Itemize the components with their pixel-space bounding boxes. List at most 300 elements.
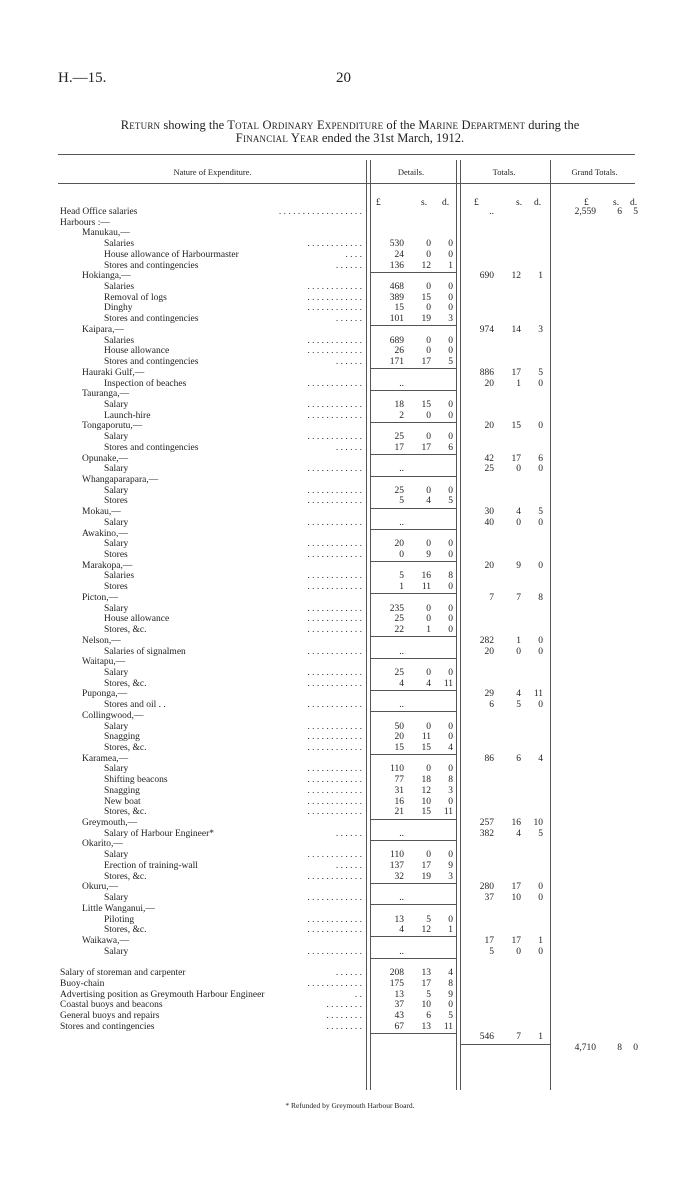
leader-dots: . . . . bbox=[345, 249, 362, 260]
leader-dots: . . . . . . . . . . . . bbox=[307, 871, 362, 882]
leader-dots: . . . . . . . . . . . . bbox=[307, 550, 362, 561]
details-amount-pounds: 15 bbox=[394, 743, 404, 753]
details-amount-shillings: 15 bbox=[421, 743, 431, 753]
details-amount-pounds: 17 bbox=[394, 442, 404, 453]
row-label: Launch-hire bbox=[104, 410, 151, 421]
details-amount-shillings: 15 bbox=[421, 807, 431, 818]
totals-amount-shillings: 16 bbox=[511, 818, 521, 829]
row-label: Salary bbox=[104, 893, 129, 904]
details-amount-pounds: 31 bbox=[394, 785, 404, 796]
details-subtotal-rule bbox=[371, 368, 456, 369]
details-amount-pence: 11 bbox=[443, 1021, 453, 1032]
row-label: Stores, &c. bbox=[104, 743, 147, 753]
details-amount-shillings: 18 bbox=[421, 775, 431, 786]
row-label: Salaries of signalmen bbox=[104, 646, 186, 657]
details-amount-pounds: 20 bbox=[394, 732, 404, 743]
title-word-expenditure: Total Ordinary Expenditure bbox=[227, 118, 384, 132]
row-label: Stores and contingencies bbox=[104, 260, 199, 271]
leader-dots: . . . . . . . . . . . . bbox=[307, 721, 362, 732]
row-label: Stores bbox=[104, 582, 128, 593]
grand-total-amount-pounds: 4,710 bbox=[574, 1043, 596, 1054]
details-amount-shillings: 5 bbox=[426, 989, 431, 1000]
details-amount-shillings: 0 bbox=[426, 614, 431, 625]
details-amount-pence: 9 bbox=[448, 989, 453, 1000]
details-amount-shillings: 19 bbox=[421, 871, 431, 882]
totals-amount-pounds: 5 bbox=[489, 946, 494, 957]
totals-amount-pounds: 37 bbox=[484, 893, 494, 904]
details-amount-blank: .. bbox=[399, 893, 404, 904]
details-amount-pounds: 67 bbox=[394, 1021, 404, 1032]
row-label: Advertising position as Greymouth Harbour Engineer bbox=[60, 989, 265, 1000]
totals-amount-pounds: 280 bbox=[479, 882, 494, 893]
grand-total-amount-pounds: 2,559 bbox=[574, 207, 596, 217]
details-subtotal-rule bbox=[371, 325, 456, 326]
details-amount-pence: 0 bbox=[448, 249, 453, 260]
row-label: Waitapu,— bbox=[82, 657, 126, 668]
details-amount-shillings: 0 bbox=[426, 667, 431, 678]
leader-dots: . . . . . . . . . . . . bbox=[307, 925, 362, 936]
totals-amount-pounds: 29 bbox=[484, 689, 494, 700]
details-amount-pence: 0 bbox=[448, 914, 453, 925]
row-label: Opunake,— bbox=[82, 453, 129, 464]
details-amount-pounds: 21 bbox=[394, 807, 404, 818]
details-amount-pence: 6 bbox=[448, 442, 453, 453]
details-amount-shillings: 13 bbox=[421, 1021, 431, 1032]
details-amount-pence: 0 bbox=[448, 292, 453, 303]
details-amount-pounds: 389 bbox=[389, 292, 404, 303]
leader-dots: . . . . . . . . . . . . bbox=[307, 239, 362, 250]
row-label: Salaries bbox=[104, 571, 135, 582]
totals-amount-pounds: 382 bbox=[479, 828, 494, 839]
details-subtotal-rule bbox=[371, 754, 456, 755]
details-amount-shillings: 5 bbox=[426, 914, 431, 925]
totals-amount-pounds: 25 bbox=[484, 464, 494, 475]
row-label: Salary of storeman and carpenter bbox=[60, 968, 186, 979]
details-amount-pence: 0 bbox=[448, 850, 453, 861]
totals-amount-shillings: 17 bbox=[511, 367, 521, 378]
leader-dots: . . . . . . . . . . . . bbox=[307, 539, 362, 550]
totals-amount-pounds: 6 bbox=[489, 700, 494, 711]
row-label: Salary bbox=[104, 432, 129, 443]
row-label: Salary bbox=[104, 764, 129, 775]
details-amount-pounds: 5 bbox=[399, 571, 404, 582]
details-amount-shillings: 0 bbox=[426, 410, 431, 421]
details-amount-blank: .. bbox=[399, 646, 404, 657]
details-amount-pounds: 43 bbox=[394, 1011, 404, 1021]
totals-amount-shillings: 17 bbox=[511, 935, 521, 946]
leader-dots: . . . . . . . . . . . . bbox=[307, 732, 362, 743]
details-amount-pounds: 137 bbox=[389, 860, 404, 871]
row-label: Stores and contingencies bbox=[60, 1021, 155, 1032]
details-subtotal-rule bbox=[371, 840, 456, 841]
column-header-details: Details. bbox=[397, 167, 425, 177]
details-amount-pounds: 171 bbox=[389, 357, 404, 368]
details-amount-pence: 0 bbox=[448, 796, 453, 807]
details-amount-pence: 0 bbox=[448, 721, 453, 732]
leader-dots: . . . . . . . . . . . . bbox=[307, 432, 362, 443]
grand-unit-pence: d. bbox=[630, 198, 638, 208]
row-label: Snagging bbox=[104, 732, 140, 743]
details-subtotal-rule bbox=[371, 883, 456, 884]
row-label: Stores, &c. bbox=[104, 871, 147, 882]
details-amount-shillings: 0 bbox=[426, 721, 431, 732]
details-amount-shillings: 0 bbox=[426, 239, 431, 250]
leader-dots: . . . . . . . . . . . . . . . . . . bbox=[278, 207, 362, 217]
details-amount-pence: 0 bbox=[448, 1000, 453, 1011]
totals-amount-pounds: 690 bbox=[479, 271, 494, 282]
details-amount-shillings: 0 bbox=[426, 335, 431, 346]
details-amount-pence: 0 bbox=[448, 582, 453, 593]
leader-dots: . . . . . . . . . . . . bbox=[307, 667, 362, 678]
details-amount-pounds: 1 bbox=[399, 582, 404, 593]
details-amount-pounds: 468 bbox=[389, 282, 404, 293]
row-label: Salary bbox=[104, 946, 129, 957]
totals-amount-pounds: 40 bbox=[484, 517, 494, 528]
details-amount-pence: 8 bbox=[448, 978, 453, 989]
leader-dots: . . . . . . . . . . . . bbox=[307, 978, 362, 989]
details-amount-pence: 5 bbox=[448, 357, 453, 368]
row-label: Okuru,— bbox=[82, 882, 119, 893]
row-label: Stores and contingencies bbox=[104, 357, 199, 368]
totals-amount-shillings: 15 bbox=[511, 421, 521, 432]
details-subtotal-rule bbox=[371, 593, 456, 594]
row-label: House allowance of Harbourmaster bbox=[104, 249, 239, 260]
row-label: Salary bbox=[104, 850, 129, 861]
row-label: Stores, &c. bbox=[104, 625, 147, 636]
column-header-grand-totals: Grand Totals. bbox=[571, 167, 618, 177]
details-amount-shillings: 0 bbox=[426, 603, 431, 614]
row-label: Removal of logs bbox=[104, 292, 167, 303]
details-subtotal-rule bbox=[371, 272, 456, 273]
details-amount-shillings: 6 bbox=[426, 1011, 431, 1021]
details-amount-pounds: 110 bbox=[390, 764, 404, 775]
leader-dots: . . . . . . bbox=[335, 968, 362, 979]
details-amount-shillings: 15 bbox=[421, 292, 431, 303]
row-label: Salaries bbox=[104, 239, 135, 250]
leader-dots: . . . . . . . . . . . . bbox=[307, 517, 362, 528]
details-amount-pence: 0 bbox=[448, 335, 453, 346]
leader-dots: . . . . . . bbox=[335, 314, 362, 325]
totals-amount-shillings: 6 bbox=[516, 753, 521, 764]
totals-unit-pence: d. bbox=[534, 198, 542, 208]
details-amount-shillings: 17 bbox=[421, 442, 431, 453]
details-subtotal-rule bbox=[371, 390, 456, 391]
grand-total-amount-pence: 5 bbox=[633, 207, 638, 217]
totals-amount-pence: 0 bbox=[538, 700, 543, 711]
row-label: Stores, &c. bbox=[104, 678, 147, 689]
leader-dots: . . . . . . . . . . . . bbox=[307, 335, 362, 346]
totals-amount-pence: 0 bbox=[538, 464, 543, 475]
leader-dots: . . . . . . . . . . . . bbox=[307, 485, 362, 496]
details-subtotal-rule bbox=[371, 1033, 456, 1034]
details-amount-pounds: 22 bbox=[394, 625, 404, 636]
details-amount-pence: 0 bbox=[448, 346, 453, 357]
title-text-1: showing the bbox=[160, 118, 228, 132]
leader-dots: . . . . . . bbox=[335, 860, 362, 871]
totals-amount-pence: 5 bbox=[538, 828, 543, 839]
details-unit-pound: £ bbox=[376, 198, 381, 208]
row-label: Salary bbox=[104, 517, 129, 528]
leader-dots: . . . . . . . . . . . . bbox=[307, 785, 362, 796]
details-subtotal-rule bbox=[371, 658, 456, 659]
details-amount-pence: 1 bbox=[448, 925, 453, 936]
details-amount-pence: 9 bbox=[448, 860, 453, 871]
details-amount-pounds: 77 bbox=[394, 775, 404, 786]
totals-amount-pence: 3 bbox=[538, 324, 543, 335]
row-label: Marakopa,— bbox=[82, 560, 133, 571]
row-label: Snagging bbox=[104, 785, 140, 796]
details-amount-pounds: 110 bbox=[390, 850, 404, 861]
leader-dots: . . . . . . . . . . . . bbox=[307, 378, 362, 389]
row-label: Manukau,— bbox=[82, 228, 130, 239]
row-label: Stores bbox=[104, 550, 128, 561]
details-amount-pence: 0 bbox=[448, 410, 453, 421]
leader-dots: . . . . . . bbox=[335, 357, 362, 368]
totals-amount-shillings: 1 bbox=[516, 635, 521, 646]
totals-amount-pence: 0 bbox=[538, 378, 543, 389]
details-amount-pounds: 16 bbox=[394, 796, 404, 807]
details-amount-shillings: 12 bbox=[421, 925, 431, 936]
leader-dots: . . . . . . . . . . . . bbox=[307, 464, 362, 475]
details-amount-pounds: 20 bbox=[394, 539, 404, 550]
details-amount-pence: 5 bbox=[448, 1011, 453, 1021]
leader-dots: . . . . . . . . bbox=[326, 1011, 362, 1021]
footnote: * Refunded by Greymouth Harbour Board. bbox=[285, 1101, 415, 1110]
details-amount-shillings: 10 bbox=[421, 796, 431, 807]
totals-amount-pence: 0 bbox=[538, 646, 543, 657]
leader-dots: . . . . . . . . . . . . bbox=[307, 796, 362, 807]
totals-amount-pence: 0 bbox=[538, 635, 543, 646]
row-label: Kaipara,— bbox=[82, 324, 124, 335]
totals-amount-pence: 0 bbox=[538, 421, 543, 432]
details-amount-pounds: 4 bbox=[399, 678, 404, 689]
leader-dots: . . . . . . . . . . . . bbox=[307, 303, 362, 314]
details-amount-pounds: 37 bbox=[394, 1000, 404, 1011]
totals-amount-blank: .. bbox=[489, 207, 494, 217]
details-amount-pence: 3 bbox=[448, 314, 453, 325]
totals-amount-shillings: 4 bbox=[516, 828, 521, 839]
details-amount-pence: 0 bbox=[448, 432, 453, 443]
totals-amount-pounds: 886 bbox=[479, 367, 494, 378]
leader-dots: . . . . . . bbox=[335, 828, 362, 839]
totals-amount-shillings: 7 bbox=[516, 1032, 521, 1043]
details-amount-pounds: 175 bbox=[389, 978, 404, 989]
details-amount-pounds: 4 bbox=[399, 925, 404, 936]
details-amount-pence: 0 bbox=[448, 239, 453, 250]
details-amount-pence: 4 bbox=[448, 743, 453, 753]
details-amount-pounds: 5 bbox=[399, 496, 404, 507]
details-amount-pence: 11 bbox=[443, 807, 453, 818]
row-label: Hauraki Gulf,— bbox=[82, 367, 145, 378]
row-label: Erection of training-wall bbox=[104, 860, 198, 871]
row-label: Collingwood,— bbox=[82, 710, 144, 721]
row-label: Head Office salaries bbox=[60, 207, 138, 217]
details-amount-shillings: 10 bbox=[421, 1000, 431, 1011]
details-amount-pounds: 101 bbox=[389, 314, 404, 325]
leader-dots: . . . . . . . . . . . . bbox=[307, 614, 362, 625]
details-amount-pounds: 50 bbox=[394, 721, 404, 732]
details-amount-pounds: 136 bbox=[389, 260, 404, 271]
totals-amount-pounds: 42 bbox=[484, 453, 494, 464]
details-amount-pence: 8 bbox=[448, 571, 453, 582]
details-amount-shillings: 16 bbox=[421, 571, 431, 582]
row-label: Stores and oil . . bbox=[104, 700, 166, 711]
page-header-ref: H.—15. bbox=[58, 70, 107, 86]
row-label: Picton,— bbox=[82, 592, 119, 603]
row-label: Salary bbox=[104, 464, 129, 475]
details-amount-pounds: 13 bbox=[394, 989, 404, 1000]
totals-amount-pence: 0 bbox=[538, 517, 543, 528]
leader-dots: . . . . . . bbox=[335, 260, 362, 271]
row-label: Salary of Harbour Engineer* bbox=[104, 828, 215, 839]
totals-amount-pounds: 17 bbox=[484, 935, 494, 946]
details-amount-pence: 0 bbox=[448, 485, 453, 496]
title-word-department: Marine Department bbox=[418, 118, 526, 132]
row-label: Whangaparapara,— bbox=[82, 475, 159, 485]
totals-amount-shillings: 7 bbox=[516, 592, 521, 603]
totals-unit-shillings: s. bbox=[516, 198, 523, 208]
totals-amount-shillings: 14 bbox=[511, 324, 521, 335]
details-amount-shillings: 0 bbox=[426, 346, 431, 357]
details-amount-pence: 3 bbox=[448, 871, 453, 882]
row-label: Okarito,— bbox=[82, 839, 123, 850]
totals-amount-pounds: 546 bbox=[479, 1032, 494, 1043]
details-amount-pounds: 32 bbox=[394, 871, 404, 882]
details-amount-shillings: 0 bbox=[426, 432, 431, 443]
leader-dots: . . . . . . . . . . . . bbox=[307, 582, 362, 593]
details-subtotal-rule bbox=[371, 819, 456, 820]
leader-dots: . . . . . . . . . . . . bbox=[307, 496, 362, 507]
grand-unit-shillings: s. bbox=[613, 198, 620, 208]
row-label: Dinghy bbox=[104, 303, 133, 314]
totals-amount-pence: 0 bbox=[538, 560, 543, 571]
row-label: Coastal buoys and beacons bbox=[60, 1000, 163, 1011]
row-label: Stores bbox=[104, 496, 128, 507]
row-label: Karamea,— bbox=[82, 753, 129, 764]
totals-amount-pounds: 20 bbox=[484, 560, 494, 571]
totals-amount-shillings: 4 bbox=[516, 507, 521, 518]
totals-amount-pence: 6 bbox=[538, 453, 543, 464]
row-label: Salary bbox=[104, 721, 129, 732]
details-amount-shillings: 12 bbox=[421, 785, 431, 796]
details-amount-shillings: 0 bbox=[426, 485, 431, 496]
totals-amount-pounds: 20 bbox=[484, 378, 494, 389]
details-amount-blank: .. bbox=[399, 464, 404, 475]
details-amount-pounds: 530 bbox=[389, 239, 404, 250]
row-label: Buoy-chain bbox=[60, 978, 105, 989]
leader-dots: . . . . . . . . . . . . bbox=[307, 292, 362, 303]
title-text-3: during the bbox=[525, 118, 580, 132]
details-amount-pounds: 26 bbox=[394, 346, 404, 357]
details-amount-shillings: 19 bbox=[421, 314, 431, 325]
leader-dots: . . bbox=[354, 989, 362, 1000]
details-amount-pence: 0 bbox=[448, 282, 453, 293]
row-label: Mokau,— bbox=[82, 507, 121, 518]
row-label: Salaries bbox=[104, 335, 135, 346]
details-amount-blank: .. bbox=[399, 946, 404, 957]
totals-amount-pence: 4 bbox=[538, 753, 543, 764]
details-amount-blank: .. bbox=[399, 700, 404, 711]
details-amount-shillings: 0 bbox=[426, 249, 431, 260]
leader-dots: . . . . . . . . . . . . bbox=[307, 807, 362, 818]
grand-total-amount-shillings: 8 bbox=[617, 1043, 622, 1054]
details-amount-pence: 4 bbox=[448, 968, 453, 979]
title-text-4: ended the 31st March, 1912. bbox=[318, 131, 465, 145]
totals-amount-shillings: 5 bbox=[516, 700, 521, 711]
leader-dots: . . . . . . . . . . . . bbox=[307, 764, 362, 775]
details-amount-pence: 0 bbox=[448, 603, 453, 614]
details-amount-pence: 0 bbox=[448, 614, 453, 625]
leader-dots: . . . . . . . . . . . . bbox=[307, 678, 362, 689]
details-amount-pence: 1 bbox=[448, 260, 453, 271]
leader-dots: . . . . . . . . . . . . bbox=[307, 893, 362, 904]
row-label: Waikawa,— bbox=[82, 935, 129, 946]
details-amount-shillings: 0 bbox=[426, 303, 431, 314]
details-amount-pence: 0 bbox=[448, 539, 453, 550]
row-label: Inspection of beaches bbox=[104, 378, 187, 389]
totals-amount-pence: 8 bbox=[538, 592, 543, 603]
details-amount-pounds: 2 bbox=[399, 410, 404, 421]
details-amount-shillings: 0 bbox=[426, 850, 431, 861]
details-amount-shillings: 17 bbox=[421, 978, 431, 989]
details-amount-shillings: 15 bbox=[421, 399, 431, 410]
totals-amount-pounds: 974 bbox=[479, 324, 494, 335]
details-amount-blank: .. bbox=[399, 378, 404, 389]
leader-dots: . . . . . . . . . . . . bbox=[307, 282, 362, 293]
details-amount-pounds: 15 bbox=[394, 303, 404, 314]
details-amount-pounds: 0 bbox=[399, 550, 404, 561]
leader-dots: . . . . . . . . . . . . bbox=[307, 603, 362, 614]
leader-dots: . . . . . . . . . . . . bbox=[307, 571, 362, 582]
leader-dots: . . . . . . bbox=[335, 442, 362, 453]
details-amount-shillings: 17 bbox=[421, 357, 431, 368]
details-amount-shillings: 4 bbox=[426, 496, 431, 507]
totals-amount-shillings: 4 bbox=[516, 689, 521, 700]
totals-amount-shillings: 12 bbox=[511, 271, 521, 282]
details-amount-pounds: 25 bbox=[394, 432, 404, 443]
details-amount-pence: 0 bbox=[448, 303, 453, 314]
details-unit-shillings: s. bbox=[421, 198, 428, 208]
details-subtotal-rule bbox=[371, 636, 456, 637]
leader-dots: . . . . . . . . . . . . bbox=[307, 346, 362, 357]
row-label: Harbours :— bbox=[60, 217, 110, 228]
title-word-return: Return bbox=[120, 118, 161, 132]
details-amount-pounds: 235 bbox=[389, 603, 404, 614]
details-amount-shillings: 0 bbox=[426, 282, 431, 293]
details-amount-blank: .. bbox=[399, 828, 404, 839]
details-amount-pence: 0 bbox=[448, 399, 453, 410]
row-label: Salary bbox=[104, 667, 129, 678]
details-subtotal-rule bbox=[371, 529, 456, 530]
totals-amount-shillings: 17 bbox=[511, 882, 521, 893]
totals-amount-pence: 1 bbox=[538, 1032, 543, 1043]
details-amount-pence: 5 bbox=[448, 496, 453, 507]
row-label: House allowance bbox=[104, 614, 170, 625]
details-amount-pounds: 25 bbox=[394, 485, 404, 496]
leader-dots: . . . . . . . . . . . . bbox=[307, 775, 362, 786]
totals-amount-pence: 10 bbox=[533, 818, 543, 829]
row-label: Piloting bbox=[104, 914, 135, 925]
details-unit-pence: d. bbox=[442, 198, 450, 208]
details-subtotal-rule bbox=[371, 690, 456, 691]
title-text-2: of the bbox=[383, 118, 419, 132]
details-amount-pence: 8 bbox=[448, 775, 453, 786]
grand-unit-pound: £ bbox=[584, 198, 589, 208]
row-label: Awakino,— bbox=[82, 528, 128, 539]
row-label: Salary bbox=[104, 539, 129, 550]
row-label: Stores and contingencies bbox=[104, 314, 199, 325]
details-amount-shillings: 0 bbox=[426, 539, 431, 550]
